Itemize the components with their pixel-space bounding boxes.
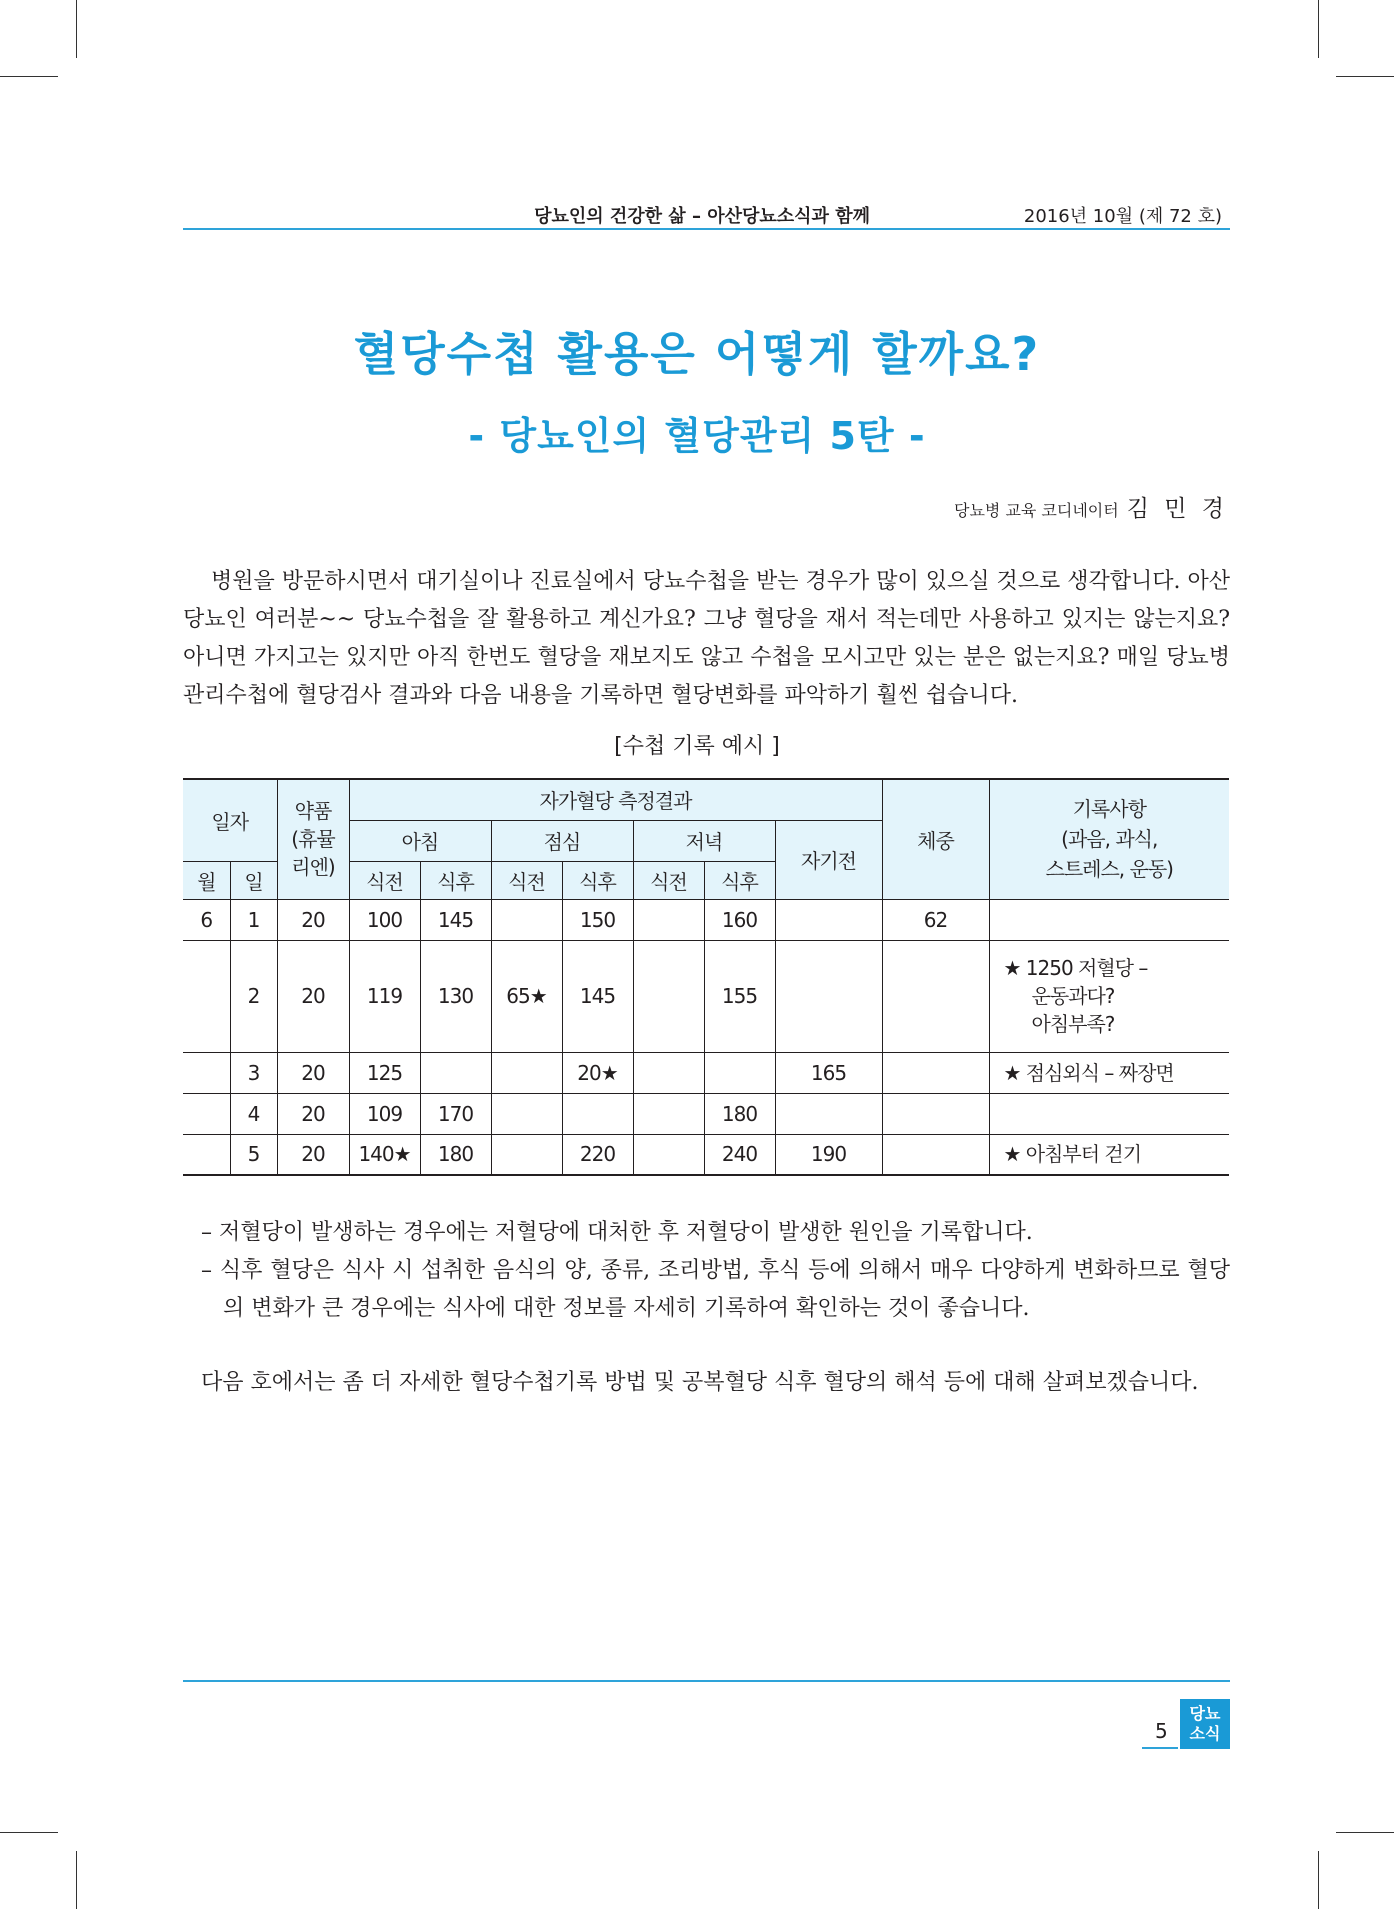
cell-lunch-post: 20★	[562, 1052, 633, 1093]
cell-lunch-post: 145	[562, 940, 633, 1052]
intro-paragraph: 병원을 방문하시면서 대기실이나 진료실에서 당뇨수첩을 받는 경우가 많이 있으실 것으로 생각합니다. 아산당뇨인 여러분~~ 당뇨수첩을 잘 활용하고 계신가요? 그냥 혈당을 재서 적는데만 사용하고 있지는 않는지요? 아니면 가지고는 있지만 아직 한번도 혈당을 재보지도 않고 수첩을 모시고만 있는 분은 없는지요? 매일 당뇨병 관리수첩에 혈당검사 결과와 다음 내용을 기록하면 혈당변화를 파악하기 훨씬 쉽습니다.	[183, 569, 1231, 708]
header-before-meal: 식전	[349, 861, 420, 899]
cell-month	[183, 1093, 230, 1134]
cell-month: 6	[183, 899, 230, 940]
cell-med: 20	[277, 1134, 349, 1175]
header-before-meal: 식전	[491, 861, 562, 899]
cell-lunch-pre	[491, 1052, 562, 1093]
bullet-item: – 저혈당이 발생하는 경우에는 저혈당에 대처한 후 저혈당이 발생한 원인을 기록합니다.	[201, 1220, 1033, 1245]
page-subtitle: - 당뇨인의 혈당관리 5탄 -	[468, 414, 926, 458]
header-med-line: (휴뮬	[291, 827, 335, 852]
cell-breakfast-pre: 140★	[349, 1134, 420, 1175]
header-weight: 체중	[882, 779, 989, 899]
header-notes-line: (과음, 과식,	[1061, 827, 1158, 852]
cell-lunch-pre	[491, 899, 562, 940]
cell-day: 1	[230, 899, 277, 940]
cell-dinner-pre	[633, 899, 704, 940]
cell-notes	[989, 1052, 1229, 1093]
crop-mark	[0, 76, 58, 77]
bullet-list	[201, 1214, 1230, 1328]
header-breakfast: 아침	[349, 820, 491, 861]
cell-lunch-post: 220	[562, 1134, 633, 1175]
cell-lunch-post	[562, 1093, 633, 1134]
header-dinner: 저녁	[633, 820, 775, 861]
page-number: 5	[1155, 1719, 1168, 1743]
author-role: 당뇨병 교육 코디네이터	[953, 501, 1119, 520]
cell-day: 2	[230, 940, 277, 1052]
page-title: 혈당수첩 활용은 어떻게 할까요?	[353, 327, 1041, 381]
newsletter-badge	[1180, 1699, 1230, 1749]
cell-weight: 62	[882, 899, 989, 940]
cell-breakfast-post	[420, 1052, 491, 1093]
cell-weight	[882, 940, 989, 1052]
header-notes	[989, 779, 1229, 899]
table-caption: [수첩 기록 예시 ]	[614, 734, 780, 759]
header-date: 일자	[183, 779, 277, 861]
footer-rule	[183, 1680, 1230, 1682]
header-notes-line: 스트레스, 운동)	[1045, 857, 1173, 882]
cell-notes	[989, 1134, 1229, 1175]
cell-dinner-post: 180	[704, 1093, 775, 1134]
crop-mark	[1318, 0, 1319, 58]
cell-day: 5	[230, 1134, 277, 1175]
header-after-meal: 식후	[420, 861, 491, 899]
header-self-bg: 자가혈당 측정결과	[349, 779, 882, 820]
cell-month	[183, 940, 230, 1052]
note-line: ★ 점심외식 – 짜장면	[1003, 1060, 1174, 1085]
cell-lunch-pre: 65★	[491, 940, 562, 1052]
header-bedtime: 자기전	[775, 820, 882, 899]
cell-dinner-post: 155	[704, 940, 775, 1052]
cell-weight	[882, 1134, 989, 1175]
bullet-item: – 식후 혈당은 식사 시 섭취한 음식의 양, 종류, 조리방법, 후식 등에 의해서 매우 다양하게 변화하므로 혈당의 변화가 큰 경우에는 식사에 대한 정보를 자세히 기록하여 확인하는 것이 좋습니다.	[201, 1258, 1230, 1321]
cell-bedtime: 190	[775, 1134, 882, 1175]
cell-bedtime	[775, 1093, 882, 1134]
badge-line: 소식	[1189, 1724, 1221, 1743]
cell-breakfast-pre: 125	[349, 1052, 420, 1093]
table-row	[183, 1052, 1229, 1093]
page-number-underline	[1142, 1747, 1178, 1749]
cell-breakfast-post: 145	[420, 899, 491, 940]
header-notes-line: 기록사항	[1072, 797, 1146, 822]
running-header	[183, 200, 1230, 228]
header-medication	[277, 779, 349, 899]
cell-dinner-pre	[633, 1134, 704, 1175]
header-after-meal: 식후	[562, 861, 633, 899]
cell-breakfast-pre: 100	[349, 899, 420, 940]
note-line: 운동과다?	[1031, 984, 1115, 1008]
cell-dinner-pre	[633, 940, 704, 1052]
header-after-meal: 식후	[704, 861, 775, 899]
note-line: ★ 1250 저혈당 –	[1003, 956, 1148, 980]
header-publication: 당뇨인의 건강한 삶 – 아산당뇨소식과 함께	[534, 206, 870, 227]
table-row	[183, 940, 1229, 1052]
header-day: 일	[230, 861, 277, 899]
cell-med: 20	[277, 1093, 349, 1134]
cell-dinner-post: 240	[704, 1134, 775, 1175]
cell-day: 4	[230, 1093, 277, 1134]
cell-dinner-pre	[633, 1093, 704, 1134]
note-line: 아침부족?	[1031, 1012, 1115, 1036]
cell-notes	[989, 899, 1229, 940]
cell-bedtime: 165	[775, 1052, 882, 1093]
cell-breakfast-post: 180	[420, 1134, 491, 1175]
header-issue: 2016년 10월 (제 72 호)	[1023, 206, 1222, 227]
cell-weight	[882, 1093, 989, 1134]
cell-dinner-post: 160	[704, 899, 775, 940]
header-med-line: 약품	[294, 799, 332, 824]
crop-mark	[1318, 1851, 1319, 1909]
crop-mark	[1336, 1832, 1394, 1833]
cell-breakfast-pre: 109	[349, 1093, 420, 1134]
header-rule	[183, 228, 1230, 230]
badge-line: 당뇨	[1189, 1704, 1221, 1723]
cell-lunch-post: 150	[562, 899, 633, 940]
crop-mark	[76, 0, 77, 58]
closing-paragraph: 다음 호에서는 좀 더 자세한 혈당수첩기록 방법 및 공복혈당 식후 혈당의 해석 등에 대해 살펴보겠습니다.	[201, 1370, 1199, 1395]
cell-dinner-pre	[633, 1052, 704, 1093]
cell-month	[183, 1052, 230, 1093]
header-lunch: 점심	[491, 820, 633, 861]
author-line	[954, 490, 1228, 523]
author-name: 김 민 경	[1126, 496, 1228, 522]
cell-med: 20	[277, 899, 349, 940]
cell-bedtime	[775, 899, 882, 940]
cell-weight	[882, 1052, 989, 1093]
cell-notes	[989, 940, 1229, 1052]
cell-breakfast-pre: 119	[349, 940, 420, 1052]
crop-mark	[76, 1851, 77, 1909]
header-before-meal: 식전	[633, 861, 704, 899]
cell-lunch-pre	[491, 1093, 562, 1134]
header-month: 월	[183, 861, 230, 899]
table-row	[183, 1134, 1229, 1175]
cell-lunch-pre	[491, 1134, 562, 1175]
cell-med: 20	[277, 1052, 349, 1093]
cell-bedtime	[775, 940, 882, 1052]
note-line: ★ 아침부터 걷기	[1003, 1142, 1142, 1167]
cell-day: 3	[230, 1052, 277, 1093]
cell-breakfast-post: 130	[420, 940, 491, 1052]
table-row	[183, 899, 1229, 940]
header-med-line: 리엔)	[291, 855, 335, 880]
table-row	[183, 1093, 1229, 1134]
cell-dinner-post	[704, 1052, 775, 1093]
cell-month	[183, 1134, 230, 1175]
record-table	[183, 778, 1229, 1176]
cell-notes	[989, 1093, 1229, 1134]
cell-med: 20	[277, 940, 349, 1052]
crop-mark	[1336, 76, 1394, 77]
crop-mark	[0, 1832, 58, 1833]
cell-breakfast-post: 170	[420, 1093, 491, 1134]
